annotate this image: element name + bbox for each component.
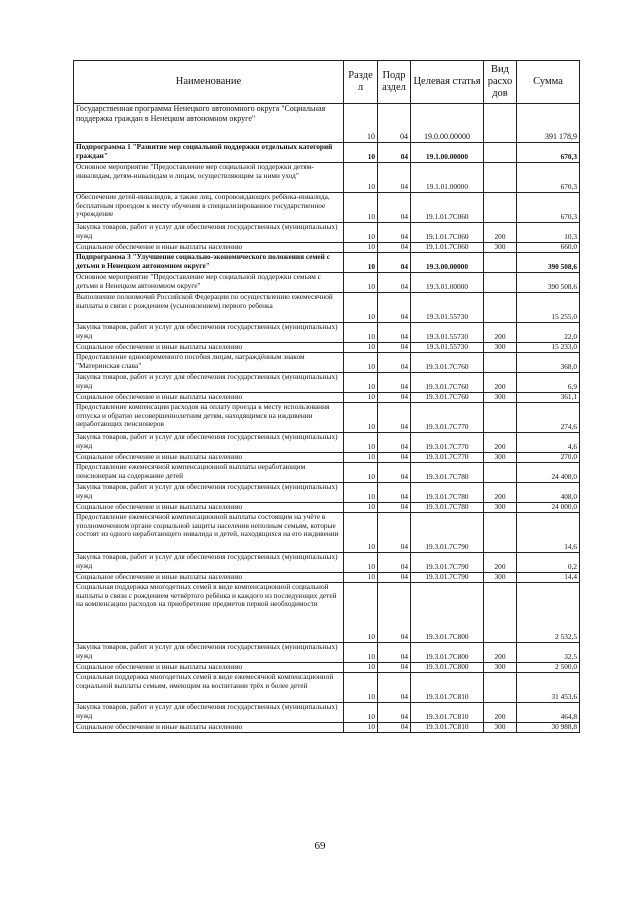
- row-razdel: 10: [344, 393, 378, 403]
- table-row: [74, 223, 580, 243]
- row-vid: 300: [484, 243, 517, 253]
- table-row: [74, 343, 580, 353]
- row-sum: 14,6: [517, 513, 580, 553]
- row-target: 19.3.01.7С800: [411, 583, 484, 643]
- budget-table: [73, 60, 580, 733]
- row-vid: [484, 463, 517, 483]
- row-podrazdel: 04: [378, 453, 411, 463]
- row-razdel: 10: [344, 293, 378, 323]
- row-podrazdel: 04: [378, 143, 411, 163]
- row-razdel: 10: [344, 453, 378, 463]
- row-razdel: 10: [344, 723, 378, 733]
- row-sum: 670,3: [517, 163, 580, 193]
- row-sum: 0,2: [517, 553, 580, 573]
- row-target: 19.3.01.00000: [411, 273, 484, 293]
- table-row: [74, 104, 580, 143]
- row-name: Подпрограмма 1 "Развитие мер социальной поддержки отдельных категорий граждан": [74, 143, 344, 163]
- header-sum: Сумма: [517, 61, 580, 104]
- row-razdel: 10: [344, 463, 378, 483]
- row-target: 19.1.00.00000: [411, 143, 484, 163]
- row-vid: 200: [484, 703, 517, 723]
- row-name: Закупка товаров, работ и услуг для обеспечения государственных (муниципальных) нужд: [74, 483, 344, 503]
- table-row: [74, 643, 580, 663]
- row-name: Социальное обеспечение и иные выплаты населению: [74, 663, 344, 673]
- row-razdel: 10: [344, 343, 378, 353]
- table-row: [74, 193, 580, 223]
- row-target: 19.3.01.7С770: [411, 403, 484, 433]
- table-row: [74, 573, 580, 583]
- row-target: 19.3.01.7С770: [411, 453, 484, 463]
- row-target: 19.3.01.7С760: [411, 373, 484, 393]
- row-podrazdel: 04: [378, 243, 411, 253]
- row-sum: 390 508,6: [517, 253, 580, 273]
- row-target: 19.3.01.7С780: [411, 483, 484, 503]
- row-podrazdel: 04: [378, 483, 411, 503]
- row-sum: 6,9: [517, 373, 580, 393]
- row-vid: [484, 143, 517, 163]
- row-vid: 200: [484, 643, 517, 663]
- row-razdel: 10: [344, 403, 378, 433]
- row-podrazdel: 04: [378, 223, 411, 243]
- row-razdel: 10: [344, 143, 378, 163]
- table-row: [74, 243, 580, 253]
- row-target: 19.3.01.55730: [411, 343, 484, 353]
- row-name: Закупка товаров, работ и услуг для обеспечения государственных (муниципальных) нужд: [74, 643, 344, 663]
- row-target: 19.1.01.7С060: [411, 193, 484, 223]
- row-razdel: 10: [344, 193, 378, 223]
- row-podrazdel: 04: [378, 433, 411, 453]
- row-podrazdel: 04: [378, 323, 411, 343]
- row-sum: 670,3: [517, 193, 580, 223]
- row-name: Предоставление компенсации расходов на оплату проезда к месту использования отпуска и обратно несовершеннолетним детям, находящимся на иждивении неработающих пенсионеров: [74, 403, 344, 433]
- row-podrazdel: 04: [378, 703, 411, 723]
- table-row: [74, 433, 580, 453]
- row-razdel: 10: [344, 673, 378, 703]
- table-row: [74, 163, 580, 193]
- row-vid: 300: [484, 393, 517, 403]
- row-target: 19.3.01.7С780: [411, 463, 484, 483]
- row-vid: 200: [484, 483, 517, 503]
- row-podrazdel: 04: [378, 663, 411, 673]
- row-target: 19.3.01.7С800: [411, 643, 484, 663]
- row-vid: 300: [484, 453, 517, 463]
- table-row: [74, 273, 580, 293]
- row-podrazdel: 04: [378, 393, 411, 403]
- row-razdel: 10: [344, 553, 378, 573]
- row-name: Основное мероприятие "Предоставление мер социальной поддержки детям-инвалидам, детям-инвалидам и лицам, осуществляющим за ними уход": [74, 163, 344, 193]
- row-vid: 300: [484, 343, 517, 353]
- row-vid: [484, 513, 517, 553]
- row-name: Предоставление ежемесячной компенсационной выплаты неработающим пенсионерам на содержание детей: [74, 463, 344, 483]
- row-target: 19.3.01.7С760: [411, 353, 484, 373]
- row-sum: 390 508,6: [517, 273, 580, 293]
- row-sum: 464,8: [517, 703, 580, 723]
- row-razdel: 10: [344, 243, 378, 253]
- row-vid: [484, 273, 517, 293]
- row-vid: 300: [484, 503, 517, 513]
- row-razdel: 10: [344, 353, 378, 373]
- table-row: [74, 373, 580, 393]
- row-sum: 15 255,0: [517, 293, 580, 323]
- row-razdel: 10: [344, 223, 378, 243]
- row-razdel: 10: [344, 573, 378, 583]
- row-target: 19.0.00.00000: [411, 104, 484, 143]
- row-target: 19.3.01.7С800: [411, 663, 484, 673]
- row-razdel: 10: [344, 104, 378, 143]
- header-podrazdel: Подр аздел: [378, 61, 411, 104]
- row-podrazdel: 04: [378, 193, 411, 223]
- row-podrazdel: 04: [378, 403, 411, 433]
- row-vid: 300: [484, 573, 517, 583]
- table-row: [74, 323, 580, 343]
- row-podrazdel: 04: [378, 513, 411, 553]
- row-target: 19.1.01.7С060: [411, 243, 484, 253]
- row-podrazdel: 04: [378, 723, 411, 733]
- row-razdel: 10: [344, 503, 378, 513]
- row-razdel: 10: [344, 273, 378, 293]
- table-row: [74, 253, 580, 273]
- row-name: Подпрограмма 3 "Улучшение социально-экономического положения семей с детьми в Ненецком автономном округе": [74, 253, 344, 273]
- table-row: [74, 393, 580, 403]
- row-vid: 200: [484, 373, 517, 393]
- row-sum: 14,4: [517, 573, 580, 583]
- table-row: [74, 553, 580, 573]
- row-sum: 274,6: [517, 403, 580, 433]
- row-podrazdel: 04: [378, 643, 411, 663]
- table-row: [74, 143, 580, 163]
- table-row: [74, 513, 580, 553]
- row-sum: 22,0: [517, 323, 580, 343]
- header-name: Наименование: [74, 61, 344, 104]
- row-sum: 24 000,0: [517, 503, 580, 513]
- row-vid: [484, 403, 517, 433]
- row-podrazdel: 04: [378, 163, 411, 193]
- row-sum: 660,0: [517, 243, 580, 253]
- row-sum: 2 532,5: [517, 583, 580, 643]
- row-podrazdel: 04: [378, 104, 411, 143]
- row-name: Социальная поддержка многодетных семей в виде ежемесячной компенсационной социальной выплаты семьям, имеющим на воспитании трёх и более детей: [74, 673, 344, 703]
- table-row: [74, 723, 580, 733]
- row-name: Социальное обеспечение и иные выплаты населению: [74, 343, 344, 353]
- row-sum: 31 453,6: [517, 673, 580, 703]
- row-target: 19.3.01.7С780: [411, 503, 484, 513]
- page-number: 69: [314, 840, 326, 852]
- row-vid: [484, 293, 517, 323]
- header-vid: Вид расхо дов: [484, 61, 517, 104]
- row-podrazdel: 04: [378, 503, 411, 513]
- row-podrazdel: 04: [378, 353, 411, 373]
- row-vid: [484, 353, 517, 373]
- row-name: Закупка товаров, работ и услуг для обеспечения государственных (муниципальных) нужд: [74, 553, 344, 573]
- table-row: [74, 663, 580, 673]
- row-podrazdel: 04: [378, 583, 411, 643]
- header-razdel: Разде л: [344, 61, 378, 104]
- row-vid: 300: [484, 723, 517, 733]
- row-target: 19.3.01.55730: [411, 323, 484, 343]
- table-row: [74, 453, 580, 463]
- row-sum: 391 178,9: [517, 104, 580, 143]
- row-razdel: 10: [344, 433, 378, 453]
- row-target: 19.3.01.7С770: [411, 433, 484, 453]
- row-target: 19.3.01.7С790: [411, 513, 484, 553]
- row-target: 19.3.01.7С810: [411, 723, 484, 733]
- row-podrazdel: 04: [378, 373, 411, 393]
- row-sum: 368,0: [517, 353, 580, 373]
- row-target: 19.3.01.55730: [411, 293, 484, 323]
- row-razdel: 10: [344, 323, 378, 343]
- row-podrazdel: 04: [378, 273, 411, 293]
- row-vid: [484, 193, 517, 223]
- header-target: Целевая статья: [411, 61, 484, 104]
- row-razdel: 10: [344, 483, 378, 503]
- row-target: 19.3.01.7С810: [411, 673, 484, 703]
- row-vid: [484, 104, 517, 143]
- row-sum: 361,1: [517, 393, 580, 403]
- table-row: [74, 583, 580, 643]
- row-vid: 200: [484, 553, 517, 573]
- row-target: 19.1.01.00000: [411, 163, 484, 193]
- row-name: Социальное обеспечение и иные выплаты населению: [74, 393, 344, 403]
- row-target: 19.3.01.7С760: [411, 393, 484, 403]
- row-vid: 300: [484, 663, 517, 673]
- row-razdel: 10: [344, 513, 378, 553]
- row-name: Закупка товаров, работ и услуг для обеспечения государственных (муниципальных) нужд: [74, 703, 344, 723]
- row-podrazdel: 04: [378, 573, 411, 583]
- row-sum: 24 408,0: [517, 463, 580, 483]
- table-row: [74, 403, 580, 433]
- row-podrazdel: 04: [378, 253, 411, 273]
- row-sum: 30 988,8: [517, 723, 580, 733]
- row-name: Социальное обеспечение и иные выплаты населению: [74, 573, 344, 583]
- table-header: [74, 61, 580, 104]
- table-body: [74, 104, 580, 733]
- table-row: [74, 353, 580, 373]
- row-name: Закупка товаров, работ и услуг для обеспечения государственных (муниципальных) нужд: [74, 323, 344, 343]
- row-sum: 670,3: [517, 143, 580, 163]
- row-name: Социальное обеспечение и иные выплаты населению: [74, 453, 344, 463]
- row-target: 19.3.01.7С810: [411, 703, 484, 723]
- row-podrazdel: 04: [378, 553, 411, 573]
- table-row: [74, 293, 580, 323]
- row-name: Социальное обеспечение и иные выплаты населению: [74, 503, 344, 513]
- row-name: Государственная программа Ненецкого автономного округа "Социальная поддержка граждан в Ненецком автономном округе": [74, 104, 344, 143]
- row-razdel: 10: [344, 663, 378, 673]
- row-podrazdel: 04: [378, 673, 411, 703]
- row-name: Закупка товаров, работ и услуг для обеспечения государственных (муниципальных) нужд: [74, 373, 344, 393]
- row-name: Социальное обеспечение и иные выплаты населению: [74, 243, 344, 253]
- row-name: Закупка товаров, работ и услуг для обеспечения государственных (муниципальных) нужд: [74, 433, 344, 453]
- row-name: Обеспечение детей-инвалидов, а также лиц, сопровождающих ребёнка-инвалида, бесплатным проездом к месту обучения в специализированное государственное учреждение: [74, 193, 344, 223]
- row-sum: 10,3: [517, 223, 580, 243]
- row-name: Предоставление единовременного пособия лицам, награждённым знаком "Материнская слава": [74, 353, 344, 373]
- row-sum: 408,0: [517, 483, 580, 503]
- row-target: 19.3.01.7С790: [411, 573, 484, 583]
- row-podrazdel: 04: [378, 293, 411, 323]
- row-name: Основное мероприятие "Предоставление мер социальной поддержки семьям с детьми в Ненецком автономном округе": [74, 273, 344, 293]
- row-podrazdel: 04: [378, 463, 411, 483]
- row-target: 19.3.00.00000: [411, 253, 484, 273]
- row-sum: 2 500,0: [517, 663, 580, 673]
- row-razdel: 10: [344, 373, 378, 393]
- row-vid: [484, 673, 517, 703]
- row-name: Закупка товаров, работ и услуг для обеспечения государственных (муниципальных) нужд: [74, 223, 344, 243]
- row-podrazdel: 04: [378, 343, 411, 353]
- row-sum: 270,0: [517, 453, 580, 463]
- row-vid: [484, 163, 517, 193]
- row-vid: 200: [484, 323, 517, 343]
- row-sum: 15 233,0: [517, 343, 580, 353]
- row-razdel: 10: [344, 253, 378, 273]
- row-razdel: 10: [344, 643, 378, 663]
- row-name: Выполнение полномочий Российской Федерации по осуществлению ежемесячной выплаты в связи с рождением (усыновлением) первого ребенка: [74, 293, 344, 323]
- row-vid: 200: [484, 433, 517, 453]
- row-name: Предоставление ежемесячной компенсационной выплаты состоящим на учёте в уполномоченном органе социальной защиты населения неполным семьям, которые состоят из одного неработающего инвалида и детей, находящихся на его иждивении: [74, 513, 344, 553]
- row-razdel: 10: [344, 703, 378, 723]
- row-vid: [484, 583, 517, 643]
- table-row: [74, 483, 580, 503]
- row-target: 19.3.01.7С790: [411, 553, 484, 573]
- row-name: Социальное обеспечение и иные выплаты населению: [74, 723, 344, 733]
- row-sum: 4,6: [517, 433, 580, 453]
- table-row: [74, 673, 580, 703]
- row-razdel: 10: [344, 163, 378, 193]
- row-vid: 200: [484, 223, 517, 243]
- table-row: [74, 503, 580, 513]
- row-vid: [484, 253, 517, 273]
- table-row: [74, 703, 580, 723]
- row-target: 19.1.01.7С060: [411, 223, 484, 243]
- row-name: Социальная поддержка многодетных семей в виде компенсационной социальной выплаты в связи с рождением четвёртого ребёнка и каждого из последующих детей на компенсацию расходов на приобретение предметов первой необходимости: [74, 583, 344, 643]
- row-razdel: 10: [344, 583, 378, 643]
- row-sum: 32,5: [517, 643, 580, 663]
- table-row: [74, 463, 580, 483]
